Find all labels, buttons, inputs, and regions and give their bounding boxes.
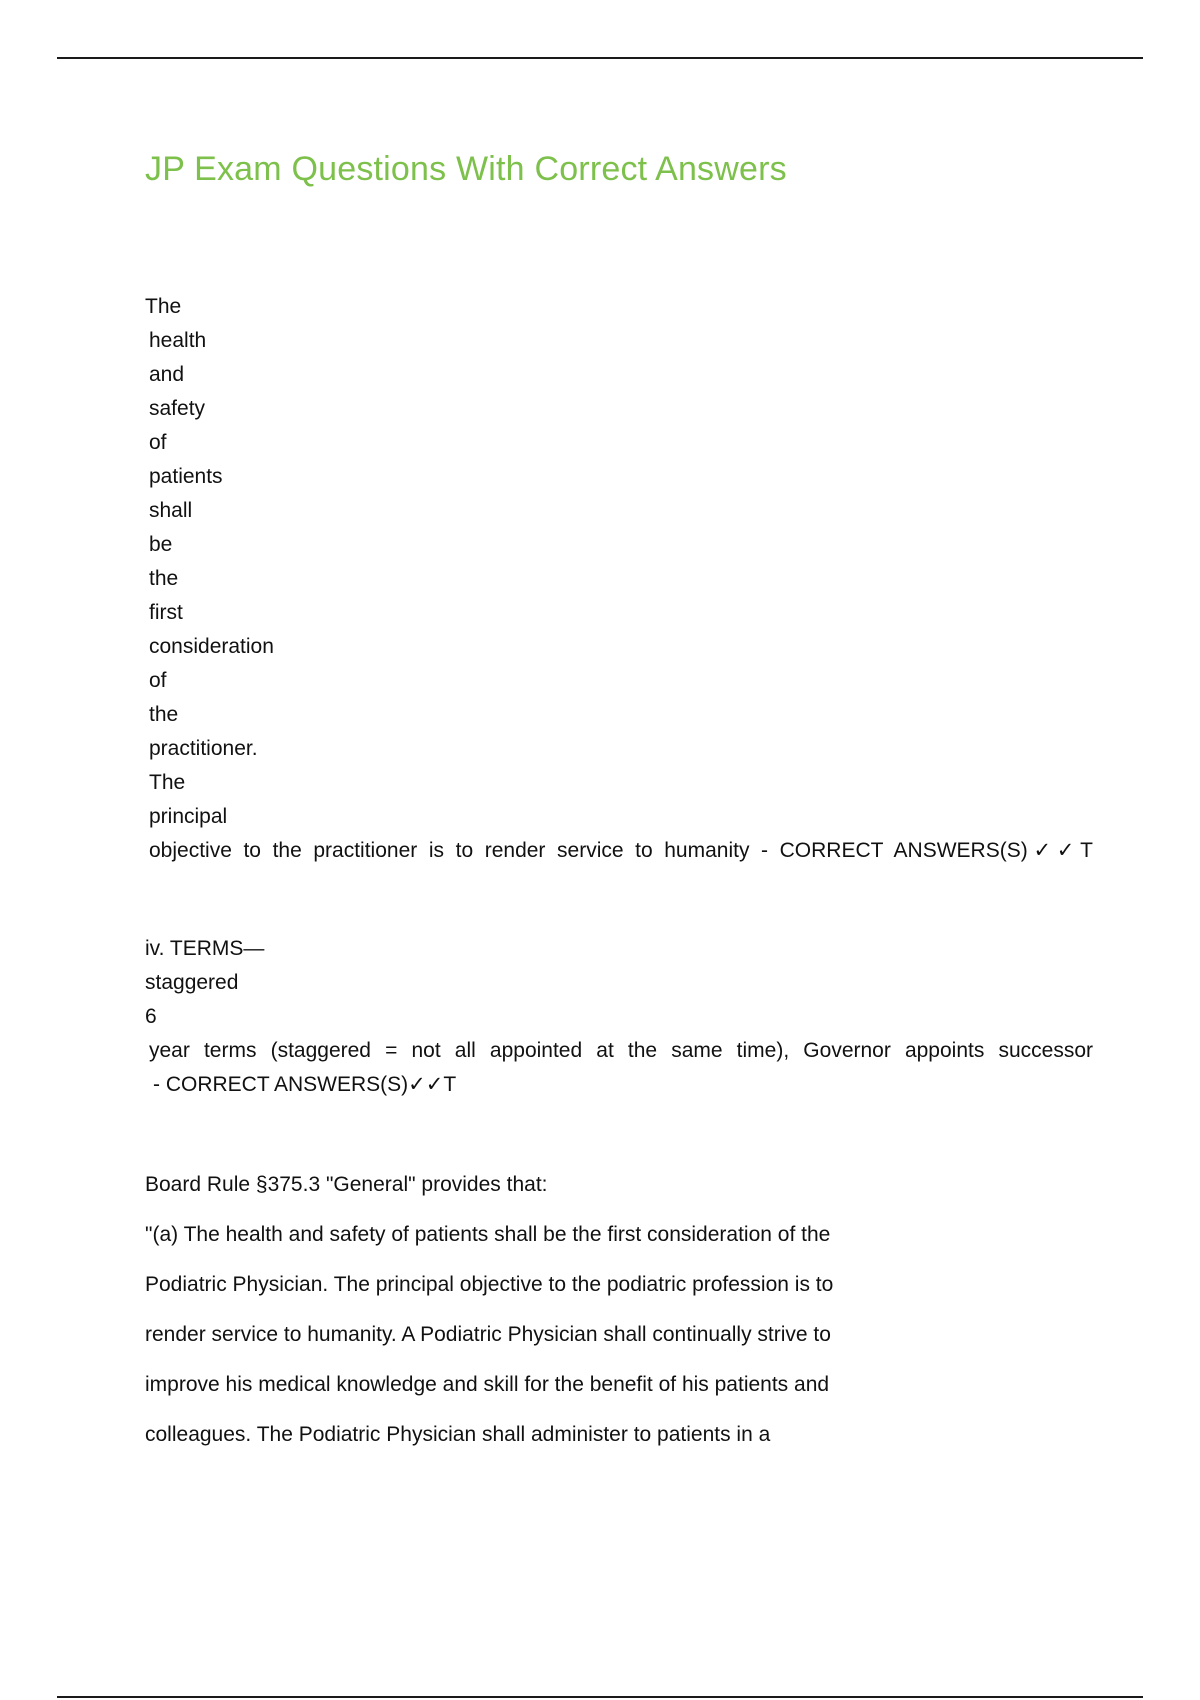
q1-word: principal <box>149 805 228 828</box>
q3-heading: Board Rule §375.3 "General" provides that: <box>145 1173 548 1196</box>
q3-paragraph-line: render service to humanity. A Podiatric Physician shall continually strive to <box>145 1323 831 1346</box>
q3-paragraph-line: "(a) The health and safety of patients shall be the first consideration of the <box>145 1223 831 1246</box>
top-rule <box>57 57 1143 59</box>
q2-line: staggered <box>145 971 239 994</box>
q2-line: 6 <box>145 1005 157 1028</box>
q1-word: of <box>149 431 167 454</box>
q1-word: The <box>149 771 186 794</box>
q1-word: safety <box>149 397 206 420</box>
q1-word: practitioner. <box>149 737 258 760</box>
q1-word: and <box>149 363 185 386</box>
q1-word: of <box>149 669 167 692</box>
bottom-rule <box>57 1696 1143 1698</box>
q3-paragraph-line: improve his medical knowledge and skill for the benefit of his patients and <box>145 1373 830 1396</box>
q2-correct-answer: - CORRECT ANSWERS(S)✓✓T <box>153 1073 457 1096</box>
q2-answer-line: year terms (staggered = not all appointed at the same time), Governor appoints successor <box>149 1039 1093 1062</box>
q1-word: the <box>149 703 179 726</box>
document-title: JP Exam Questions With Correct Answers <box>145 150 787 188</box>
q1-word: shall <box>149 499 193 522</box>
q3-paragraph-line: colleagues. The Podiatric Physician shall administer to patients in a <box>145 1423 771 1446</box>
q1-word: the <box>149 567 179 590</box>
q1-word: consideration <box>149 635 274 658</box>
q1-word: patients <box>149 465 223 488</box>
q2-line: iv. TERMS— <box>145 937 265 960</box>
q1-word: be <box>149 533 173 556</box>
q3-paragraph-line: Podiatric Physician. The principal objective to the podiatric profession is to <box>145 1273 834 1296</box>
q1-word: first <box>149 601 183 624</box>
q1-word: health <box>149 329 207 352</box>
q1-word: The <box>145 295 182 318</box>
q1-answer-line: objective to the practitioner is to render service to humanity - CORRECT ANSWERS(S)✓✓T <box>149 839 1093 862</box>
